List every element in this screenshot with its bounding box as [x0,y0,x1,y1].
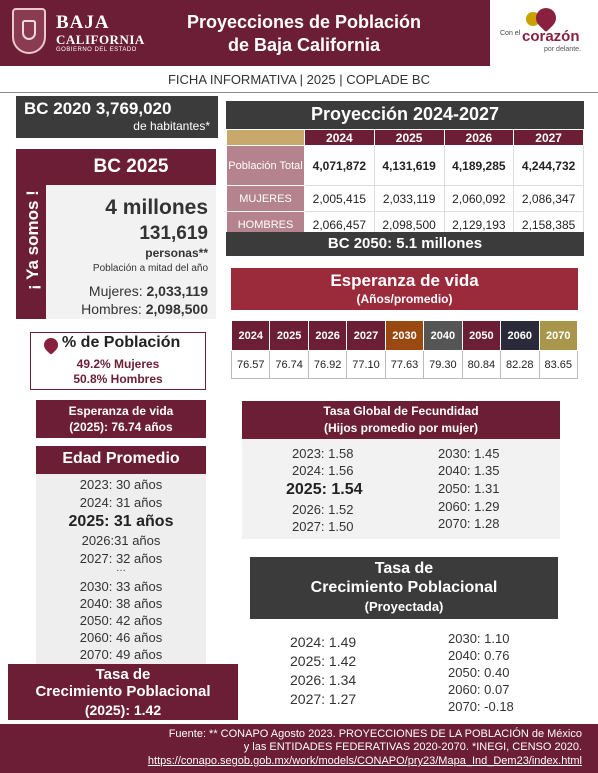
mujeres-label: Mujeres: [88,283,147,299]
tcp-title-line2: Crecimiento Poblacional [310,579,498,596]
list-item: 2024: 31 años [79,495,163,510]
list-item: 2030: 1.45 [438,446,500,461]
table-cell: 2,098,500 [374,212,444,238]
table-col-header: 2025 [374,130,444,146]
list-item: 2060: 0.07 [448,682,510,697]
list-item: 2024: 1.56 [292,463,354,478]
list-item: 2050: 0.40 [448,665,510,680]
tasa-2025-box [8,664,238,720]
table-cell: 83.65 [539,351,578,379]
table-cell: 80.84 [462,351,500,379]
list-item: 2040: 1.35 [438,463,500,478]
list-item: 2024: 1.49 [290,634,357,650]
list-item: 2027: 32 años [79,551,163,566]
list-item: 2060: 46 años [79,630,163,645]
tgf-list [242,439,560,539]
table-col-header: 2025 [270,321,308,351]
table-col-header: 2030 [385,321,423,351]
hombres-value: 2,098,500 [145,301,208,317]
brand-tagline: por delante. [544,46,581,53]
table-col-header: 2060 [501,321,539,351]
logo-sub: CALIFORNIA [56,32,145,47]
list-item: 2025: 1.54 [286,481,363,498]
proyeccion-header [226,101,584,129]
table-cell: 76.57 [232,351,270,379]
footer-source-line1: Fuente: ** CONAPO Agosto 2023. PROYECCIONES DE LA POBLACIÓN de México [168,728,582,740]
list-item: 2030: 33 años [79,579,163,594]
bc2025-cifra: 131,619 [139,223,208,244]
table-cell: 2,060,092 [444,186,514,212]
list-item: … [116,563,126,574]
table-row-header: Población Total [227,146,305,186]
bc2025-hombres [52,301,208,317]
tasa-2025-line2: Crecimiento Poblacional [35,683,211,700]
tcp-header [250,557,558,619]
page-title-line1: Proyecciones de Población [186,12,422,32]
list-item: 2050: 1.31 [438,481,500,496]
list-item: 2023: 1.58 [292,446,354,461]
esperanza-vida-table [231,320,578,379]
logo-gov: GOBIERNO DEL ESTADO [56,47,137,53]
tcp-title-line1: Tasa de [374,560,434,577]
list-item: 2040: 0.76 [448,648,510,663]
table-col-header: 2070 [539,321,578,351]
bc2025-millones: 4 millones [105,196,208,219]
hombres-label: Hombres: [81,301,146,317]
divider [0,92,598,93]
proyeccion-title: Proyección 2024-2027 [310,104,500,124]
ya-somos-label: ¡ Ya somos ! [23,190,42,290]
list-item: 2025: 31 años [68,513,174,530]
list-item: 2040: 38 años [79,596,163,611]
list-item: 2060: 1.29 [438,499,500,514]
table-corner [227,130,305,146]
table-cell: 76.74 [270,351,308,379]
bc2020-box [16,96,218,138]
footer [0,724,598,773]
list-item: 2025: 1.42 [290,653,357,669]
bc2050-box [226,232,584,256]
porcentaje-mujeres: 49.2% Mujeres [76,357,160,371]
table-col-header: 2027 [514,130,584,146]
logo-name: BAJA [56,12,110,33]
esperanza-2025-box [36,400,206,438]
table-col-header: 2026 [444,130,514,146]
table-cell: 4,244,732 [514,146,584,186]
bc2020-population: BC 2020 3,769,020 [24,99,172,118]
footer-source-link[interactable]: https://conapo.segob.gob.mx/work/models/CONAPO/pry23/Mapa_Ind_Dem23/index.html [147,755,582,767]
bc2025-personas: personas** [145,246,208,260]
table-col-header: 2026 [308,321,346,351]
page-title-line2: de Baja California [227,35,381,55]
bc2050-text: BC 2050: 5.1 millones [327,235,483,252]
list-item: 2026: 1.34 [290,672,357,688]
esperanza-2025-line1: Esperanza de vida [68,404,174,418]
esperanza-vida-header [231,268,578,310]
ficha-informativa: FICHA INFORMATIVA | 2025 | COPLADE BC [167,72,430,87]
table-cell: 2,033,119 [374,186,444,212]
edad-promedio-title: Edad Promedio [62,450,180,467]
tgf-header [242,401,560,439]
bc2025-mitad: Población a mitad del año [92,263,208,274]
brand-con: Con el [500,30,521,37]
table-row [227,146,584,186]
table-cell: 82.28 [501,351,539,379]
table-row [232,351,578,379]
table-cell: 2,129,193 [444,212,514,238]
bc2025-title: BC 2025 [93,156,169,177]
list-item: 2027: 1.50 [292,519,354,534]
tgf-subtitle: (Hijos promedio por mujer) [323,421,478,435]
list-item: 2070: -0.18 [448,699,514,714]
footer-source-line2: y las ENTIDADES FEDERATIVAS 2020-2070. *INEGI, CENSO 2020. [243,741,582,753]
table-cell: 4,131,619 [374,146,444,186]
table-cell: 79.30 [424,351,462,379]
header-banner [0,0,598,66]
porcentaje-hombres: 50.8% Hombres [73,372,163,386]
table-col-header: 2050 [462,321,500,351]
table-row-header: HOMBRES [227,212,305,238]
tasa-2025-line3: (2025): 1.42 [84,702,162,718]
table-cell: 77.63 [385,351,423,379]
table-cell: 4,189,285 [444,146,514,186]
brand-logo [490,0,598,66]
table-col-header: 2027 [347,321,385,351]
bc2025-mujeres [52,283,208,299]
table-cell: 2,066,457 [305,212,375,238]
list-item: 2050: 42 años [79,613,163,628]
tcp-title-line3: (Proyectada) [364,599,444,614]
table-cell: 4,071,872 [305,146,375,186]
esperanza-2025-line2: (2025): 76.74 años [69,420,173,434]
table-cell: 2,005,415 [305,186,375,212]
table-col-header: 2024 [305,130,375,146]
mujeres-value: 2,033,119 [146,283,208,299]
brand-corazon: corazón [522,28,580,45]
tgf-title: Tasa Global de Fecundidad [323,404,479,418]
list-item: 2026: 1.52 [292,502,354,517]
table-cell: 2,086,347 [514,186,584,212]
porcentaje-title: % de Población [62,334,181,351]
list-item: 2026:31 años [81,533,161,548]
table-row-header: MUJERES [227,186,305,212]
list-item: 2070: 1.28 [438,516,500,531]
state-logo [12,6,162,60]
shield-icon [12,8,46,54]
esperanza-vida-subtitle: (Años/promedio) [356,292,453,306]
table-col-header: 2040 [424,321,462,351]
list-item: 2070: 49 años [79,647,163,662]
list-item: 2023: 30 años [79,477,163,492]
table-col-header: 2024 [232,321,270,351]
edad-promedio-header [36,446,206,474]
proyeccion-table [226,129,584,238]
bc2025-header [46,149,216,185]
table-header-row [232,321,578,351]
table-cell: 76.92 [308,351,346,379]
table-cell: 77.10 [347,351,385,379]
bc2020-unit: de habitantes* [133,119,210,133]
edad-promedio-list [36,474,206,664]
esperanza-vida-title: Esperanza de vida [330,271,479,290]
list-item: 2030: 1.10 [448,631,510,646]
table-header-row [227,130,584,146]
tasa-2025-line1: Tasa de [95,666,151,683]
list-item: 2027: 1.27 [290,691,357,707]
table-row [227,186,584,212]
table-cell: 2,158,385 [514,212,584,238]
